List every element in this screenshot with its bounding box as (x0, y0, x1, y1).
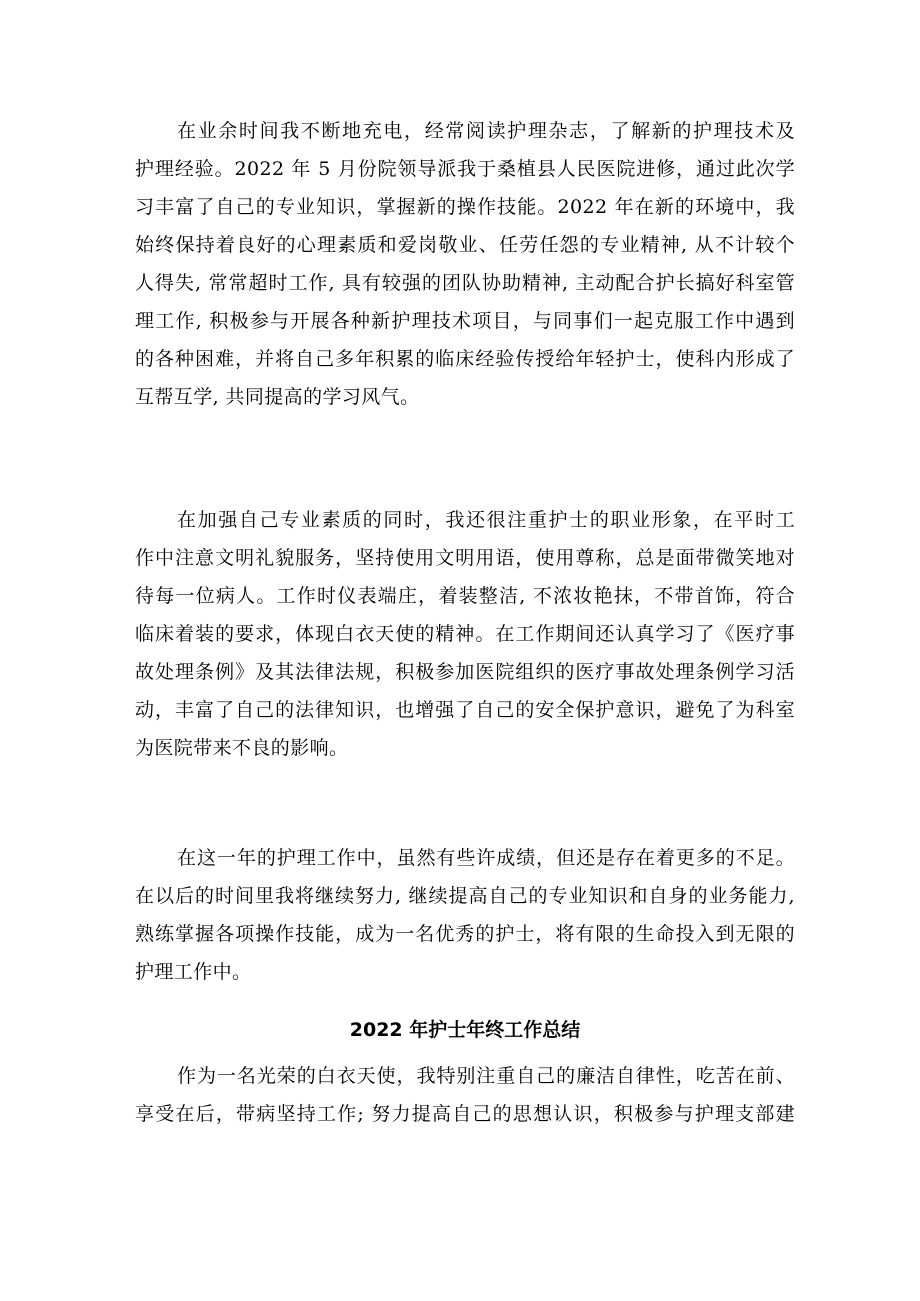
text-line: 在以后的时间里我将继续努力, 继续提高自己的专业知识和自身的业务能力, (135, 885, 795, 907)
text-line: 在这一年的护理工作中，虽然有些许成绩，但还是存在着更多的不足。 (177, 847, 795, 869)
text-line: 习丰富了自己的专业知识，掌握新的操作技能。2022 年在新的环境中，我 (135, 196, 795, 218)
text-line: 故处理条例》及其法律法规，积极参加医院组织的医疗事故处理条例学习活 (135, 661, 795, 683)
text-line: 待每一位病人。工作时仪表端庄，着装整洁, 不浓妆艳抹，不带首饰，符合 (135, 585, 795, 607)
paragraph-self-discipline (135, 1057, 795, 1133)
text-line: 互帮互学, 共同提高的学习风气。 (135, 386, 420, 408)
text-line: 作为一名光荣的白衣天使，我特别注重自己的廉洁自律性，吃苦在前、 (177, 1065, 795, 1087)
text-line: 动，丰富了自己的法律知识，也增强了自己的安全保护意识，避免了为科室 (135, 699, 795, 721)
text-line: 在加强自己专业素质的同时，我还很注重护士的职业形象，在平时工 (177, 509, 795, 531)
paragraph-professional-image (135, 501, 795, 767)
text-line: 熟练掌握各项操作技能，成为一名优秀的护士，将有限的生命投入到无限的 (135, 923, 795, 945)
text-line: 为医院带来不良的影响。 (135, 737, 349, 759)
text-line: 理工作, 积极参与开展各种新护理技术项目，与同事们一起克服工作中遇到 (135, 310, 795, 332)
text-line: 在业余时间我不断地充电，经常阅读护理杂志，了解新的护理技术及 (177, 120, 795, 142)
text-line: 的各种困难，并将自己多年积累的临床经验传授给年轻护士，使科内形成了 (135, 348, 795, 370)
text-line: 临床着装的要求，体现白衣天使的精神。在工作期间还认真学习了《医疗事 (135, 623, 795, 645)
text-line: 护理工作中。 (135, 961, 252, 983)
text-line: 享受在后，带病坚持工作; 努力提高自己的思想认识，积极参与护理支部建 (135, 1103, 795, 1125)
text-line: 人得失, 常常超时工作, 具有较强的团队协助精神, 主动配合护长搞好科室管 (135, 272, 795, 294)
text-line: 护理经验。2022 年 5 月份院领导派我于桑植县人民医院进修，通过此次学 (135, 158, 795, 180)
paragraph-future-plan (135, 839, 795, 991)
paragraph-self-study (135, 112, 795, 416)
text-line: 始终保持着良好的心理素质和爱岗敬业、任劳任怨的专业精神, 从不计较个 (135, 234, 795, 256)
section-heading: 2022 年护士年终工作总结 (349, 1019, 581, 1041)
text-line: 作中注意文明礼貌服务，坚持使用文明用语，使用尊称，总是面带微笑地对 (135, 547, 795, 569)
